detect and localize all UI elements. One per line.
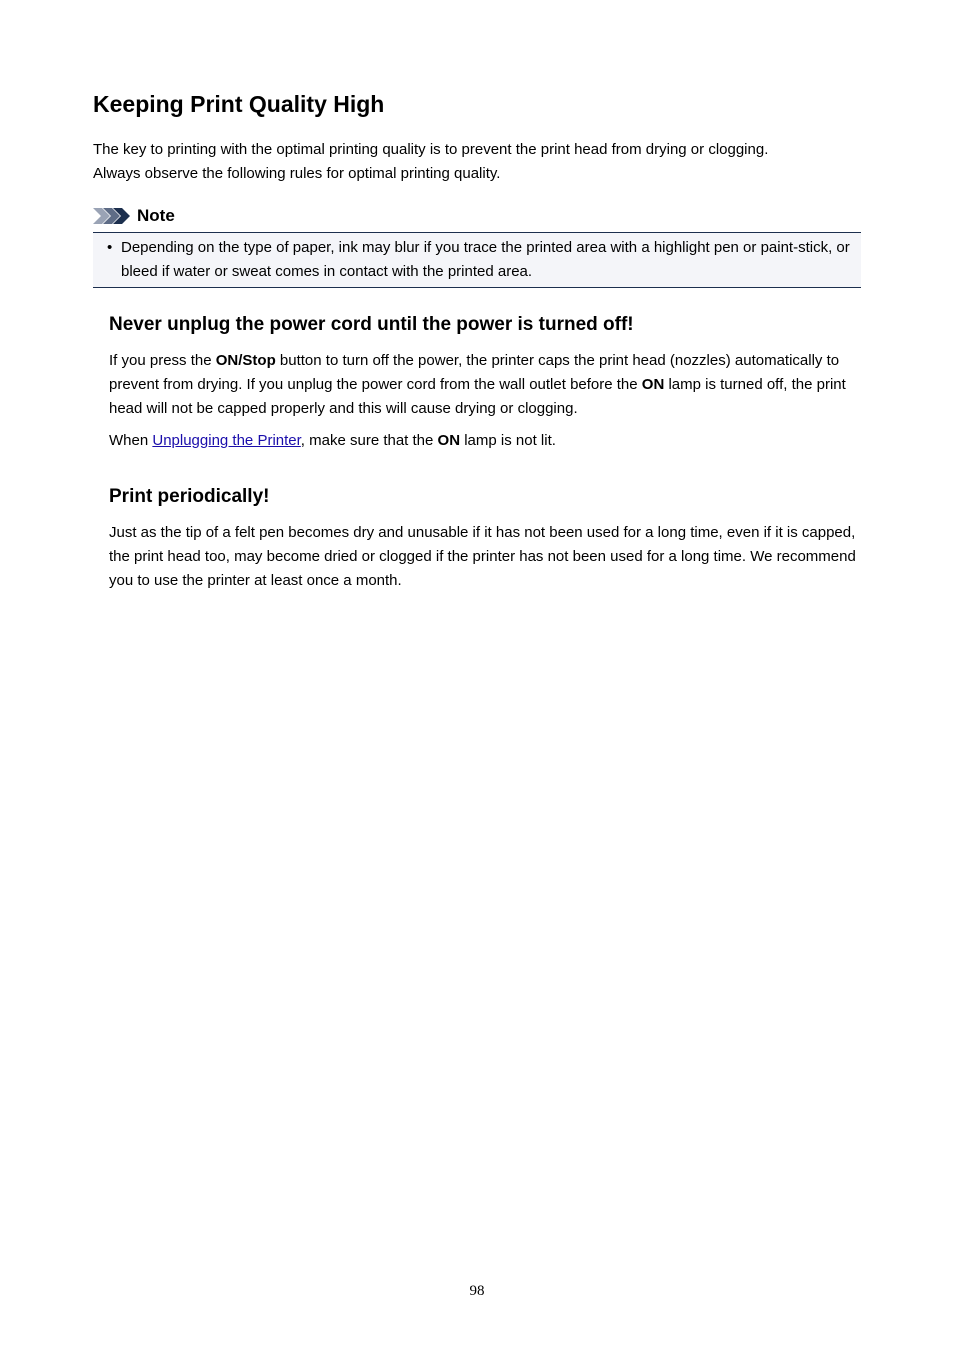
- text-run: When: [109, 432, 153, 449]
- text-run: button to turn off the power, the printer caps the print head (nozzles) automatically to prevent from drying. If you unplug the power cord from the wall outlet before the: [109, 352, 840, 393]
- note-bullet: •: [107, 239, 113, 256]
- print-periodically-paragraph: Just as the tip of a felt pen becomes dry and unusable if it has not been used for a long time, even if it is capped, the print head too, may become dried or clogged if the printer has not been used for a long time. We recommend you to use the printer at least once a month.: [109, 524, 856, 589]
- intro-line-1: The key to printing with the optimal printing quality is to prevent the print head from drying or clogging.: [93, 141, 769, 158]
- note-label: Note: [137, 206, 175, 225]
- on-stop-button-label: ON/Stop: [215, 352, 276, 369]
- text-run: , make sure that the: [300, 432, 438, 449]
- section-heading-print-periodically: Print periodically!: [109, 486, 270, 507]
- unplugging-printer-link[interactable]: Unplugging the Printer: [152, 432, 301, 449]
- note-header: [93, 205, 175, 227]
- on-lamp-label: ON: [641, 376, 665, 393]
- intro-paragraph: [93, 138, 863, 186]
- note-box: [93, 232, 861, 288]
- page-number: 98: [469, 1283, 485, 1299]
- note-text: Depending on the type of paper, ink may blur if you trace the printed area with a highlight pen or paint-stick, or bleed if water or sweat comes in contact with the printed area.: [121, 239, 850, 280]
- text-run: lamp is not lit.: [460, 432, 556, 449]
- unplugging-paragraph: [109, 429, 864, 453]
- text-run: If you press the: [109, 352, 216, 369]
- power-cord-paragraph: [109, 349, 864, 421]
- page-title: Keeping Print Quality High: [93, 91, 385, 117]
- chevron-arrows-icon: [93, 207, 131, 225]
- text-run: lamp is turned off, the print head will not be capped properly and this will cause drying or clogging.: [109, 376, 846, 417]
- on-lamp-label: ON: [437, 432, 461, 449]
- intro-line-2: Always observe the following rules for optimal printing quality.: [93, 165, 501, 182]
- section-heading-power-cord: Never unplug the power cord until the power is turned off!: [109, 314, 634, 335]
